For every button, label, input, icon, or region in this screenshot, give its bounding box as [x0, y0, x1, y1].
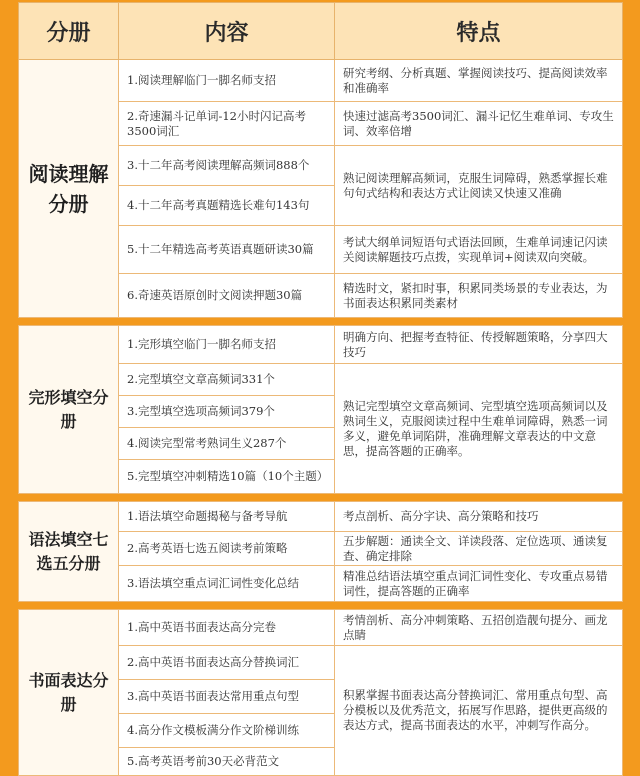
item-cell: 4.高分作文模板满分作文阶梯训练 [119, 714, 335, 748]
header-content: 内容 [119, 3, 335, 60]
table-row [19, 60, 623, 102]
feature-cell: 熟记阅读理解高频词，克服生词障碍，熟悉掌握长难句句式结构和表达方式让阅读又快速又准确 [335, 146, 623, 226]
item-cell: 3.语法填空重点词汇词性变化总结 [119, 566, 335, 602]
section-divider [19, 602, 623, 610]
table-row [19, 502, 623, 532]
section-divider [19, 494, 623, 502]
section-reading: 阅读理解分册 [19, 60, 119, 318]
item-cell: 2.高考英语七选五阅读考前策略 [119, 532, 335, 566]
item-cell: 4.十二年高考真题精选长难句143句 [119, 186, 335, 226]
item-cell: 1.完形填空临门一脚名师支招 [119, 326, 335, 364]
table-header-row [19, 3, 623, 60]
item-cell: 1.高中英语书面表达高分完卷 [119, 610, 335, 646]
book-feature-table [18, 2, 623, 776]
feature-cell: 明确方向、把握考查特征、传授解题策略，分享四大技巧 [335, 326, 623, 364]
feature-cell: 考点剖析、高分字诀、高分策略和技巧 [335, 502, 623, 532]
section-cloze: 完形填空分册 [19, 326, 119, 494]
header-feature: 特点 [335, 3, 623, 60]
feature-cell: 精选时文，紧扣时事，积累同类场景的专业表达，为书面表达积累同类素材 [335, 274, 623, 318]
item-cell: 3.十二年高考阅读理解高频词888个 [119, 146, 335, 186]
header-section: 分册 [19, 3, 119, 60]
table-row [19, 610, 623, 646]
feature-cell: 五步解题：通读全文、详读段落、定位选项、通读复查、确定排除 [335, 532, 623, 566]
feature-cell: 研究考纲、分析真题、掌握阅读技巧、提高阅读效率和准确率 [335, 60, 623, 102]
item-cell: 4.阅读完型常考熟词生义287个 [119, 428, 335, 460]
item-cell: 5.十二年精选高考英语真题研读30篇 [119, 226, 335, 274]
section-writing: 书面表达分册 [19, 610, 119, 776]
feature-table-sheet [18, 2, 622, 775]
feature-cell: 精准总结语法填空重点词汇词性变化、专攻重点易错词性，提高答题的正确率 [335, 566, 623, 602]
item-cell: 5.高考英语考前30天必背范文 [119, 748, 335, 776]
feature-cell: 积累掌握书面表达高分替换词汇、常用重点句型、高分模板以及优秀范文，拓展写作思路，提供更高级的表达方式，提高书面表达的水平，冲刺写作高分。 [335, 646, 623, 776]
item-cell: 3.高中英语书面表达常用重点句型 [119, 680, 335, 714]
section-divider [19, 318, 623, 326]
feature-cell: 考情剖析、高分冲刺策略、五招创造靓句提分、画龙点睛 [335, 610, 623, 646]
item-cell: 1.阅读理解临门一脚名师支招 [119, 60, 335, 102]
section-grammar: 语法填空七选五分册 [19, 502, 119, 602]
feature-cell: 快速过滤高考3500词汇、漏斗记忆生难单词、专攻生词、效率倍增 [335, 102, 623, 146]
feature-cell: 熟记完型填空文章高频词、完型填空选项高频词以及熟词生义，克服阅读过程中生难单词障碍，熟悉一词多义，避免单词陷阱，准确理解文章表达的中文意思，提高答题的正确率。 [335, 364, 623, 494]
item-cell: 5.完型填空冲刺精选10篇（10个主题） [119, 460, 335, 494]
item-cell: 2.奇速漏斗记单词-12小时闪记高考3500词汇 [119, 102, 335, 146]
table-row [19, 326, 623, 364]
item-cell: 1.语法填空命题揭秘与备考导航 [119, 502, 335, 532]
item-cell: 3.完型填空选项高频词379个 [119, 396, 335, 428]
feature-cell: 考试大纲单词短语句式语法回顾，生难单词速记闪读关阅读解题技巧点拨，实现单词+阅读双向突破。 [335, 226, 623, 274]
item-cell: 2.完型填空文章高频词331个 [119, 364, 335, 396]
item-cell: 2.高中英语书面表达高分替换词汇 [119, 646, 335, 680]
item-cell: 6.奇速英语原创时文阅读押题30篇 [119, 274, 335, 318]
